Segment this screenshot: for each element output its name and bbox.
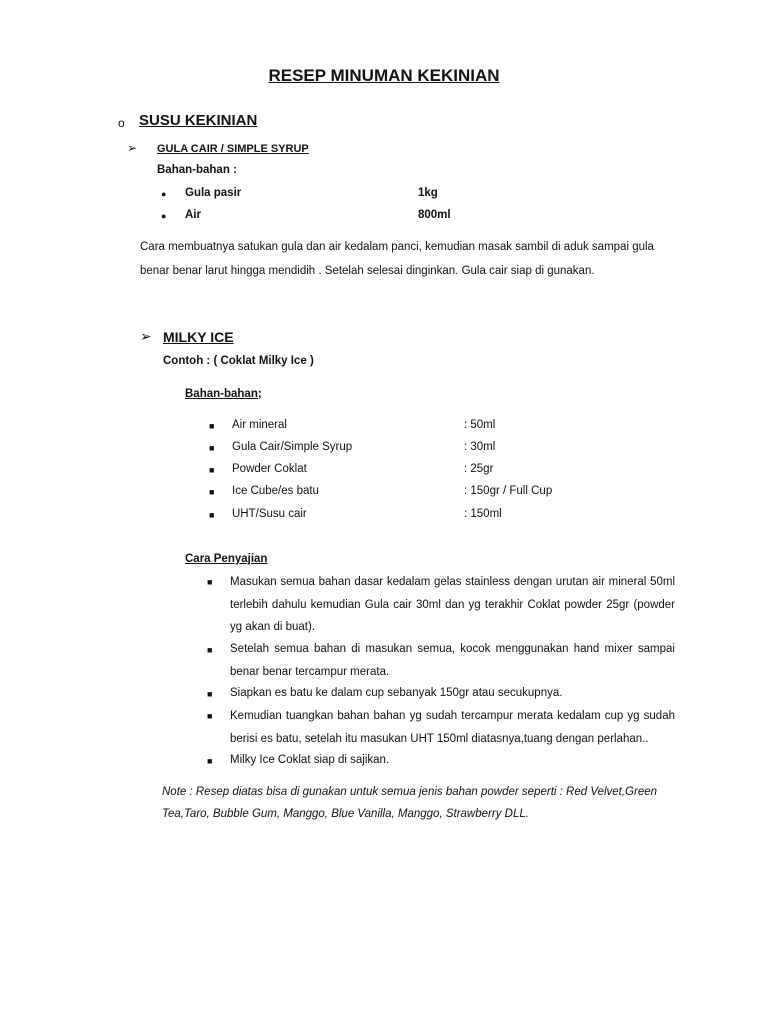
bullet-square-icon: ■ — [209, 421, 215, 431]
bullet-square-icon: ■ — [207, 689, 213, 699]
ingredient-name: Gula Cair/Simple Syrup — [232, 441, 353, 453]
ingredient-name: Powder Coklat — [232, 463, 307, 475]
ingredient-name: Air mineral — [232, 419, 287, 431]
ingredient-qty: : 25gr — [464, 463, 494, 475]
note-line: Note : Resep diatas bisa di gunakan untuk semua jenis bahan powder seperti : Red Velvet,Green — [162, 786, 658, 798]
bullet-square-icon: ■ — [207, 645, 213, 655]
ingredient-qty: 1kg — [418, 187, 438, 199]
bullet-dot-icon: ● — [161, 189, 167, 199]
ingredient-name: Gula pasir — [185, 187, 242, 199]
bullet-square-icon: ■ — [209, 487, 215, 497]
ingredient-name: UHT/Susu cair — [232, 508, 307, 520]
bullet-square-icon: ■ — [207, 577, 213, 587]
bullet-square-icon: ■ — [207, 756, 213, 766]
serving-label: Cara Penyajian — [185, 553, 268, 565]
instructions-line: Cara membuatnya satukan gula dan air kedalam panci, kemudian masak sambil di aduk sampai gula — [140, 241, 654, 253]
ingredient-qty: 800ml — [418, 209, 451, 221]
ingredient-qty: : 150ml — [464, 508, 502, 520]
ingredient-qty: : 150gr / Full Cup — [464, 485, 553, 497]
ingredients-label: Bahan-bahan : — [157, 164, 237, 176]
instructions-line: benar benar larut hingga mendidih . Setelah selesai dinginkan. Gula cair siap di gunakan. — [140, 265, 595, 277]
arrow-bullet-icon: ➢ — [140, 328, 152, 344]
serving-step: Milky Ice Coklat siap di sajikan. — [230, 754, 390, 766]
ingredient-name: Ice Cube/es batu — [232, 485, 319, 497]
bullet-square-icon: ■ — [207, 711, 213, 721]
bullet-square-icon: ■ — [209, 465, 215, 475]
bullet-dot-icon: ● — [161, 211, 167, 221]
serving-step: Kemudian tuangkan bahan bahan yg sudah tercampur merata kedalam cup yg sudah berisi es batu, setelah itu masukan UHT 150ml diatasnya,tuang dengan perlahan.. — [230, 710, 675, 745]
serving-step: Masukan semua bahan dasar kedalam gelas stainless dengan urutan air mineral 50ml terlebih dahulu kemudian Gula cair 30ml dan yg terakhir Coklat powder 25gr (powder yg akan di buat). — [230, 576, 675, 633]
serving-step: Siapkan es batu ke dalam cup sebanyak 150gr atau secukupnya. — [230, 687, 563, 699]
example-label: Contoh : ( Coklat Milky Ice ) — [163, 355, 314, 367]
document-title: RESEP MINUMAN KEKINIAN — [268, 66, 500, 85]
arrow-bullet-icon: ➢ — [127, 141, 138, 155]
bullet-square-icon: ■ — [209, 510, 215, 520]
section-title-milky-ice: MILKY ICE — [163, 329, 234, 345]
section-title-susu-kekinian: SUSU KEKINIAN — [139, 112, 258, 129]
note-line: Tea,Taro, Bubble Gum, Manggo, Blue Vanilla, Manggo, Strawberry DLL. — [162, 808, 529, 820]
subsection-title-gula-cair: GULA CAIR / SIMPLE SYRUP — [157, 143, 309, 155]
ingredients-label: Bahan-bahan; — [185, 388, 262, 400]
ingredient-qty: : 50ml — [464, 419, 496, 431]
ingredient-qty: : 30ml — [464, 441, 496, 453]
serving-step: Setelah semua bahan di masukan semua, kocok menggunakan hand mixer sampai benar benar tercampur merata. — [230, 643, 675, 678]
bullet-square-icon: ■ — [209, 443, 215, 453]
ingredient-name: Air — [185, 209, 201, 221]
section-marker-icon: o — [118, 116, 125, 130]
